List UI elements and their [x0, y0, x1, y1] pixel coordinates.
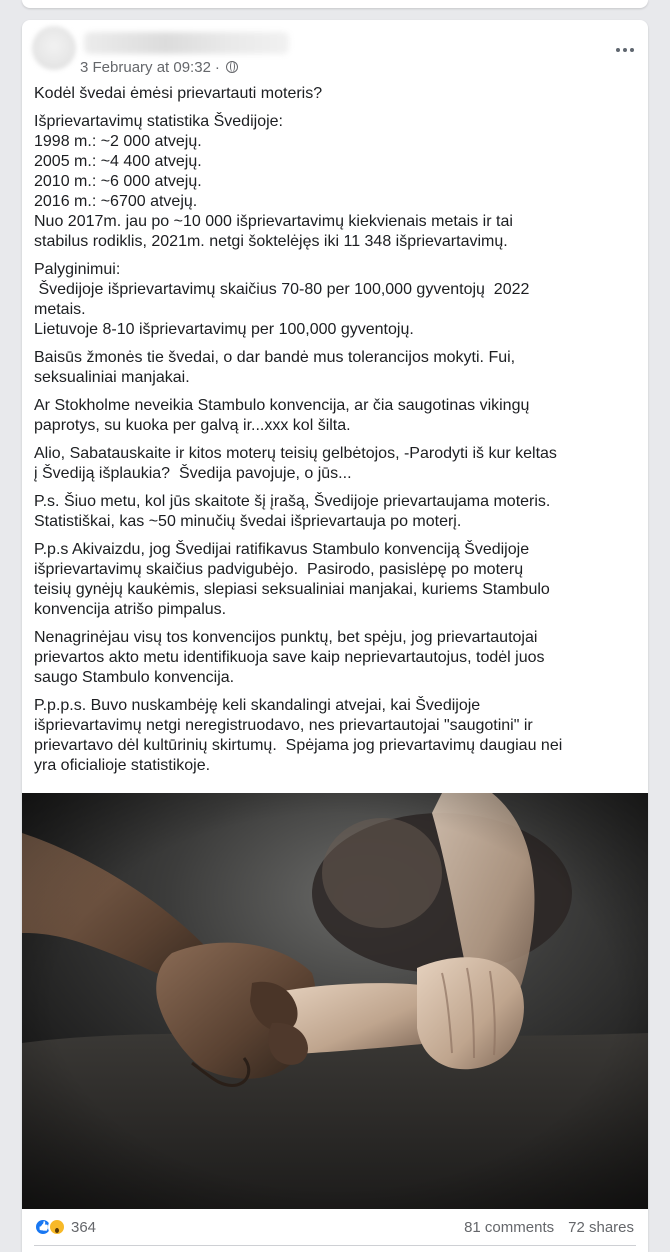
meta-separator: ·	[214, 58, 220, 76]
post-text-line: Baisūs žmonės tie švedai, o dar bandė mus tolerancijos mokyti. Fui,	[34, 349, 516, 366]
more-options-icon[interactable]	[616, 46, 636, 54]
previous-post-card-edge	[22, 0, 648, 8]
post-text-line: Kodėl švedai ėmėsi prievartauti moteris?	[34, 85, 323, 102]
reaction-icons	[34, 1218, 66, 1236]
wow-icon	[48, 1218, 66, 1236]
post-text-line: 2010 m.: ~6 000 atvejų.	[34, 173, 202, 190]
post-text-line: prievartos akto metu identifikuoja save kaip neprievartautojus, todėl juos	[34, 649, 545, 666]
post-timestamp[interactable]: 3 February at 09:32	[80, 58, 211, 76]
post-paragraph	[34, 492, 634, 532]
post-text-line: P.p.p.s. Buvo nuskambėję keli skandalingi atvejai, kai Švedijoje	[34, 697, 481, 714]
post-text-line: į Švediją išplaukia? Švedija pavojuje, o jūs...	[34, 465, 352, 482]
post-paragraph	[34, 84, 634, 104]
post-text-line: Nenagrinėjau visų tos konvencijos punktų, bet spėju, jog prievartautojai	[34, 629, 538, 646]
post-meta	[80, 57, 238, 77]
post-card	[22, 20, 648, 1252]
post-photo[interactable]	[22, 793, 648, 1209]
globe-icon	[226, 61, 238, 73]
post-text-line: saugo Stambulo konvencija.	[34, 669, 235, 686]
post-body-text	[34, 84, 634, 784]
post-paragraph	[34, 696, 634, 776]
post-text-line: 2005 m.: ~4 400 atvejų.	[34, 153, 202, 170]
post-stats-bar	[34, 1216, 634, 1238]
post-paragraph	[34, 540, 634, 620]
post-paragraph	[34, 348, 634, 388]
post-text-line: Alio, Sabatauskaite ir kitos moterų teisių gelbėtojos, -Parodyti iš kur keltas	[34, 445, 557, 462]
post-text-line: Ar Stokholme neveikia Stambulo konvencija, ar čia saugotinas vikingų	[34, 397, 530, 414]
post-text-line: išprievartavimų netgi neregistruodavo, nes prievartautojai "saugotini" ir	[34, 717, 533, 734]
engagement-counts	[464, 1219, 634, 1236]
post-text-line: išprievartavimų skaičius padvigubėjo. Pasirodo, pasislėpę po moterų	[34, 561, 524, 578]
post-paragraph	[34, 444, 634, 484]
post-text-line: yra oficialioje statistikoje.	[34, 757, 211, 774]
reactions-count[interactable]: 364	[71, 1218, 97, 1236]
author-name-redacted[interactable]	[84, 32, 289, 54]
post-text-line: P.s. Šiuo metu, kol jūs skaitote šį įrašą, Švedijoje prievartaujama moteris.	[34, 493, 551, 510]
post-text-line: 2016 m.: ~6700 atvejų.	[34, 193, 198, 210]
post-paragraph	[34, 112, 634, 252]
divider	[34, 1245, 636, 1246]
post-text-line: metais.	[34, 301, 86, 318]
post-text-line: prievartavo dėl kultūrinių skirtumų. Spėjama jog prievartavimų daugiau nei	[34, 737, 563, 754]
post-text-line: Išprievartavimų statistika Švedijoje:	[34, 113, 283, 130]
post-text-line: teisių gynėjų kaukėmis, slepiasi seksualiniai manjakai, kuriems Stambulo	[34, 581, 550, 598]
post-paragraph	[34, 628, 634, 688]
author-avatar[interactable]	[32, 26, 76, 70]
post-text-line: paprotys, su kuoka per galvą ir...xxx kol šilta.	[34, 417, 351, 434]
post-text-line: Nuo 2017m. jau po ~10 000 išprievartavimų kiekvienais metais ir tai	[34, 213, 513, 230]
post-paragraph	[34, 396, 634, 436]
post-text-line: Statistiškai, kas ~50 minučių švedai išprievartauja po moterį.	[34, 513, 462, 530]
post-text-line: konvencija atrišo pimpalus.	[34, 601, 227, 618]
shares-count[interactable]: 72 shares	[568, 1218, 634, 1236]
post-text-line: Palyginimui:	[34, 261, 121, 278]
post-text-line: Švedijoje išprievartavimų skaičius 70-80 per 100,000 gyventojų 2022	[34, 281, 530, 298]
post-text-line: 1998 m.: ~2 000 atvejų.	[34, 133, 202, 150]
reactions-summary[interactable]	[34, 1218, 96, 1236]
post-text-line: Lietuvoje 8-10 išprievartavimų per 100,000 gyventojų.	[34, 321, 414, 338]
post-text-line: P.p.s Akivaizdu, jog Švedijai ratifikavus Stambulo konvenciją Švedijoje	[34, 541, 530, 558]
post-text-line: seksualiniai manjakai.	[34, 369, 190, 386]
photo-hands-image	[22, 793, 648, 1209]
comments-count[interactable]: 81 comments	[464, 1218, 555, 1236]
post-paragraph	[34, 260, 634, 340]
post-text-line: stabilus rodiklis, 2021m. netgi šoktelėjęs iki 11 348 išprievartavimų.	[34, 233, 508, 250]
